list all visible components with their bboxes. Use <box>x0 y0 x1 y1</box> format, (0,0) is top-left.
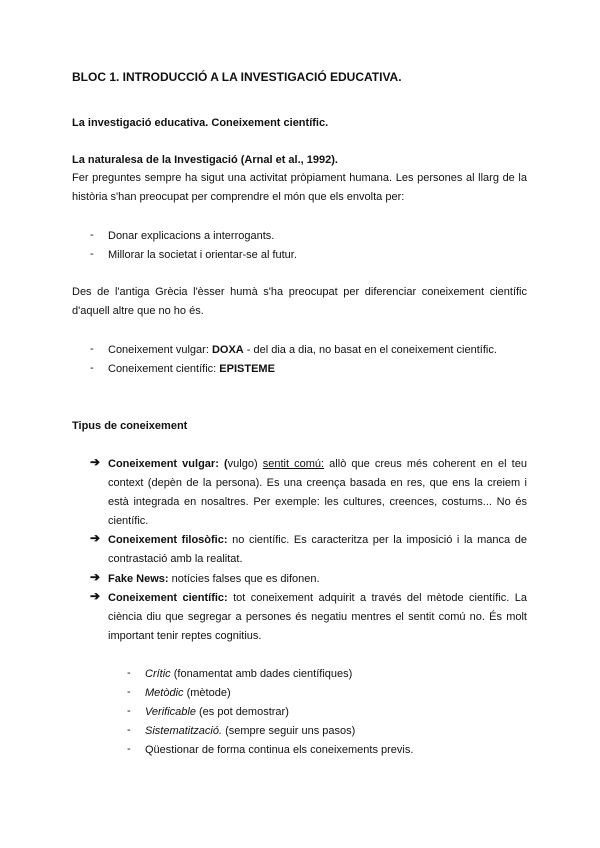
section-grecia-intro: Des de l'antiga Grècia l'èsser humà s'ha preocupat per diferenciar coneixement científic d'aquell altre que no ho és. <box>72 286 527 317</box>
sub-list-item: Crític (fonamentat amb dades científiques) <box>145 668 353 680</box>
item-text: no científic. Es caracteritza per la imposició i la manca de contrastació amb la realitat. <box>108 534 527 565</box>
bullet-dash: - <box>127 743 131 755</box>
doxa-term: DOXA <box>211 344 244 356</box>
doxa-rest: - del dia a dia, no basat en el coneixement científic. <box>243 344 497 356</box>
list-item: Donar explicacions a interrogants. <box>108 230 275 242</box>
document-subheading: La investigació educativa. Coneixement científic. <box>72 117 329 129</box>
arrow-bullet-icon: ➔ <box>90 455 101 469</box>
sub-list-item: Qüestionar de forma continua els coneixements previs. <box>145 744 414 756</box>
episteme-prefix: Coneixement científic: <box>108 363 220 375</box>
item-text: tot coneixement adquirit a través del mètode científic. La ciència diu que segregar a persones és negatiu mentres el sentit comú no. És molt important tenir reptes cognitius. <box>108 592 527 642</box>
doxa-prefix: Coneixement vulgar: <box>108 344 212 356</box>
item-text: allò que creus més coherent en el teu context (depèn de la persona). Es una creença basada en res, que ens la creiem i està integrada en nosaltres. Per exemple: les cultures, creences, costums... No és científic. <box>108 458 527 527</box>
list-item-doxa <box>108 343 497 357</box>
item-underlined: sentit comú: <box>262 458 325 470</box>
list-item-episteme <box>108 362 275 376</box>
arrow-bullet-icon: ➔ <box>90 589 101 603</box>
list-item-filosofic <box>108 531 527 569</box>
section-naturalesa-intro: Fer preguntes sempre ha sigut una activitat pròpiament humana. Les persones al llarg de la història s'han preocupat per comprendre el món que els envolta per: <box>72 172 527 203</box>
item-text: vulgo) <box>227 458 263 470</box>
list-item-vulgar <box>108 455 527 531</box>
document-heading: BLOC 1. INTRODUCCIÓ A LA INVESTIGACIÓ EDUCATIVA. <box>72 70 402 84</box>
bullet-dash: - <box>90 248 94 260</box>
bullet-dash: - <box>127 667 131 679</box>
item-term: Fake News: <box>108 573 169 585</box>
item-term: Coneixement científic: <box>108 592 228 604</box>
section-tipus-title: Tipus de coneixement <box>72 420 188 432</box>
item-paren: ( <box>223 458 228 470</box>
arrow-bullet-icon: ➔ <box>90 570 101 584</box>
section-naturalesa-title: La naturalesa de la Investigació (Arnal et al., 1992). <box>72 154 338 166</box>
sub-list-item: Sistematització. (sempre seguir uns pasos) <box>145 725 356 737</box>
item-term: Coneixement vulgar: <box>108 458 219 470</box>
arrow-bullet-icon: ➔ <box>90 531 101 545</box>
item-term: Coneixement filosòfic: <box>108 534 228 546</box>
bullet-dash: - <box>127 724 131 736</box>
list-item: Millorar la societat i orientar-se al futur. <box>108 249 297 261</box>
list-item-fake-news <box>108 570 527 589</box>
episteme-term: EPISTEME <box>219 363 275 375</box>
bullet-dash: - <box>90 362 94 374</box>
list-item-cientific <box>108 589 527 646</box>
bullet-dash: - <box>127 705 131 717</box>
bullet-dash: - <box>127 686 131 698</box>
bullet-dash: - <box>90 229 94 241</box>
sub-list-item: Verificable (es pot demostrar) <box>145 706 289 718</box>
bullet-dash: - <box>90 343 94 355</box>
sub-list-item: Metòdic (mètode) <box>145 687 231 699</box>
item-text: notícies falses que es difonen. <box>168 573 320 585</box>
